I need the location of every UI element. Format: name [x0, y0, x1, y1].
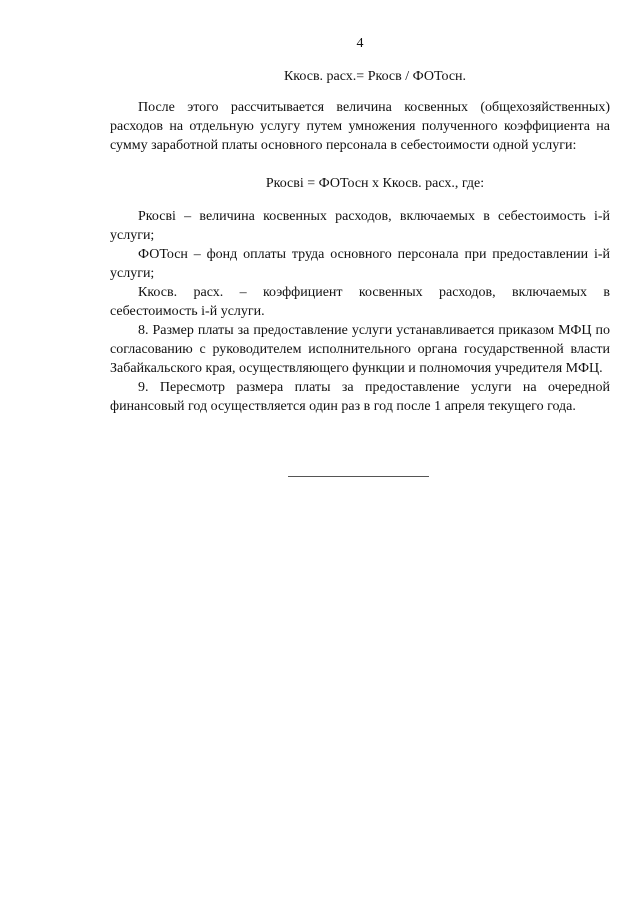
formula-indirect-cost-per-service: Ркосвi = ФОТосн х Ккосв. расх., где:	[265, 176, 485, 191]
definitions-and-items-block	[110, 207, 610, 416]
definition-rkosv: Ркосвi – величина косвенных расходов, включаемых в себестоимость i-й услуги;	[110, 209, 610, 243]
item-8-paragraph: 8. Размер платы за предоставление услуги устанавливается приказом МФЦ по согласованию с руководителем исполнительного органа государственной власти Забайкальского края, осуществляющего функции и полномочия учредителя МФЦ.	[110, 323, 610, 376]
definition-fotosn: ФОТосн – фонд оплаты труда основного персонала при предоставлении i-й услуги;	[110, 247, 610, 281]
item-9-paragraph: 9. Пересмотр размера платы за предоставление услуги на очередной финансовый год осуществляется один раз в год после 1 апреля текущего года.	[110, 380, 610, 414]
definition-kkosv: Ккосв. расх. – коэффициент косвенных расходов, включаемых в себестоимость i-й услуги.	[110, 285, 610, 319]
formula-indirect-cost-coefficient: Ккосв. расх.= Ркосв / ФОТосн.	[283, 69, 467, 84]
page-number: 4	[356, 36, 364, 51]
intro-paragraph-block	[110, 98, 610, 155]
end-separator-line	[288, 476, 429, 477]
paragraph-indirect-cost-calculation: После этого рассчитывается величина косвенных (общехозяйственных) расходов на отдельную услугу путем умножения полученного коэффициента на сумму заработной платы основного персонала в себестоимости одной услуги:	[110, 100, 610, 153]
